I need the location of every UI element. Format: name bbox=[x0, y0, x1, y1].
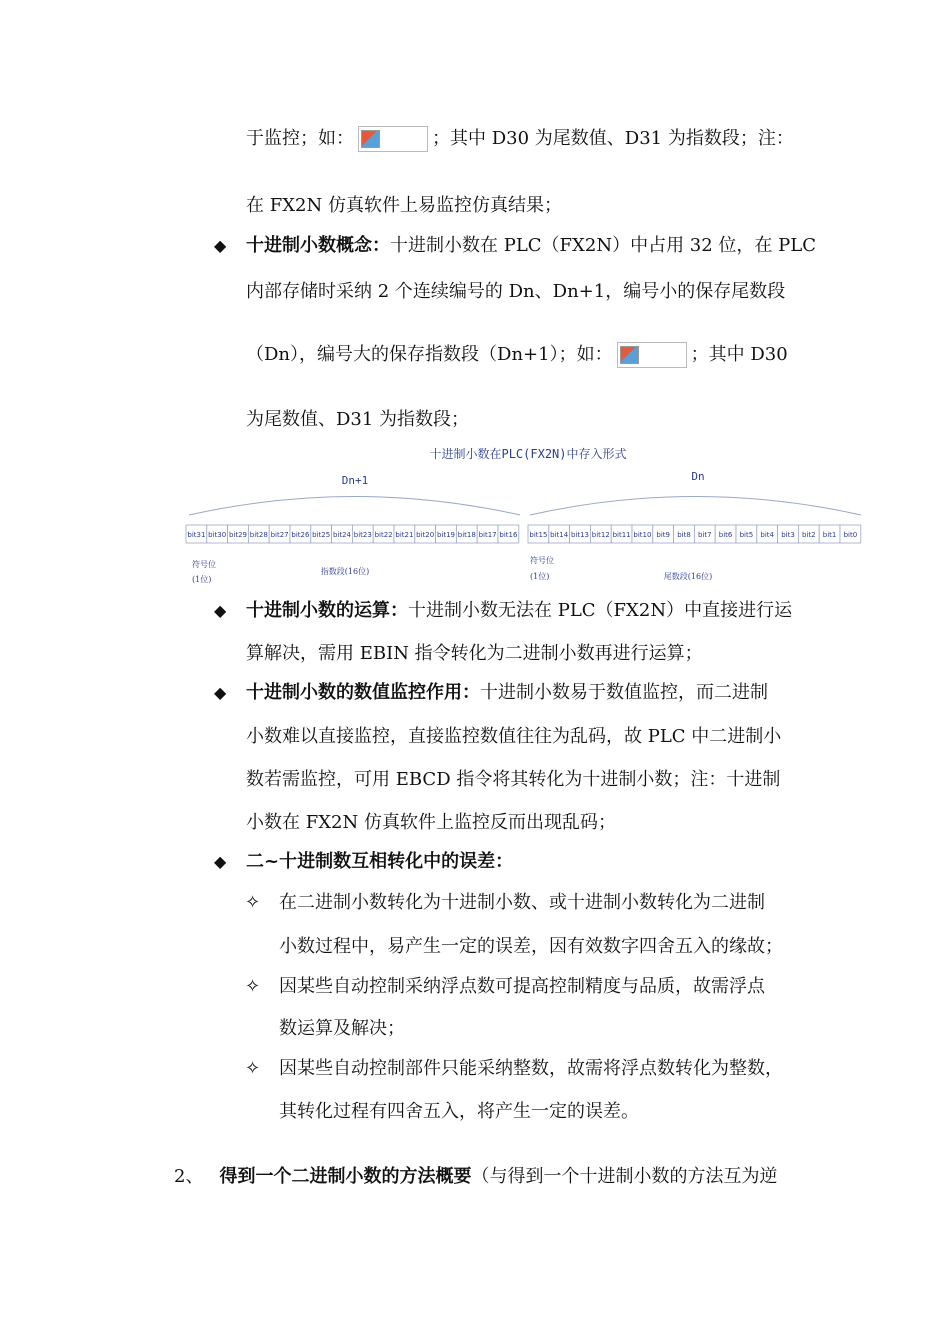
concept-line1 bbox=[246, 234, 816, 258]
concept-line3 bbox=[246, 342, 788, 368]
monitor-title: 十进制小数的数值监控作用： bbox=[246, 682, 480, 703]
left-bit-cells bbox=[186, 525, 519, 543]
para1-line2: 在 FX2N 仿真软件上易监控仿真结果； bbox=[246, 195, 562, 216]
left-sign-bits: (1位) bbox=[192, 575, 212, 584]
concept-line2: 内部存储时采纳 2 个连续编号的 Dn、Dn+1，编号小的保存尾数段 bbox=[246, 281, 786, 302]
right-brace bbox=[530, 497, 861, 516]
right-bit-label: bit1 bbox=[822, 531, 837, 539]
para1-line1-pre: 于监控；如： bbox=[246, 128, 354, 149]
operation-bullet-icon: ◆ bbox=[214, 601, 227, 620]
left-bit-label: bit26 bbox=[291, 531, 310, 539]
left-bit-label: bit27 bbox=[270, 531, 289, 539]
broken-image-icon bbox=[620, 346, 639, 364]
concept-line4: 为尾数值、D31 为指数段； bbox=[246, 409, 470, 430]
operation-line2: 算解决，需用 EBIN 指令转化为二进制小数再进行运算； bbox=[246, 643, 703, 664]
monitor-text1: 十进制小数易于数值监控，而二进制 bbox=[480, 682, 768, 703]
concept-title: 十进制小数概念： bbox=[246, 235, 390, 256]
left-bit-label: bit19 bbox=[436, 531, 456, 539]
right-bit-label: bit4 bbox=[760, 531, 774, 539]
right-bit-label: bit5 bbox=[739, 531, 754, 539]
right-bit-label: bit9 bbox=[656, 531, 670, 539]
left-bit-label: bit28 bbox=[249, 531, 268, 539]
left-bit-label: bit16 bbox=[499, 531, 518, 539]
error-item-3-line1: 因某些自动控制部件只能采纳整数，故需将浮点数转化为整数， bbox=[279, 1058, 783, 1079]
operation-line1 bbox=[246, 599, 792, 623]
right-bit-label: bit12 bbox=[591, 531, 610, 539]
float-storage-diagram bbox=[183, 442, 865, 588]
left-bit-label: bit21 bbox=[395, 531, 414, 539]
para1-line1-post: ；其中 D30 为尾数值、D31 为指数段；注： bbox=[432, 128, 794, 149]
exp-label: 指数段(16位) bbox=[320, 567, 370, 576]
right-bit-label: bit2 bbox=[802, 531, 816, 539]
broken-image-icon bbox=[361, 130, 380, 148]
right-bit-label: bit13 bbox=[570, 531, 590, 539]
error-item-2-line2: 数运算及解决； bbox=[279, 1018, 405, 1039]
error-bullet-icon: ◆ bbox=[214, 852, 227, 871]
error-item-1-bullet-icon: ✧ bbox=[245, 892, 261, 913]
left-bit-label: bit25 bbox=[312, 531, 331, 539]
image-placeholder-icon bbox=[358, 126, 428, 152]
left-bit-label: bit23 bbox=[353, 531, 372, 539]
left-bit-label: bit29 bbox=[228, 531, 248, 539]
section2-number: 2、 bbox=[174, 1166, 204, 1187]
error-item-3-bullet-icon: ✧ bbox=[245, 1058, 261, 1079]
monitor-line4: 小数在 FX2N 仿真软件上监控反而出现乱码； bbox=[246, 812, 616, 833]
left-brace bbox=[189, 497, 520, 516]
mant-label: 尾数段(16位) bbox=[663, 572, 713, 581]
left-bit-label: bit22 bbox=[374, 531, 393, 539]
right-bit-label: bit8 bbox=[677, 531, 691, 539]
monitor-line2: 小数难以直接监控，直接监控数值往往为乱码，故 PLC 中二进制小 bbox=[246, 726, 782, 747]
section2-heading bbox=[174, 1165, 777, 1189]
concept-line3-post: ；其中 D30 bbox=[690, 344, 788, 365]
right-bit-label: bit6 bbox=[718, 531, 733, 539]
monitor-line3: 数若需监控，可用 EBCD 指令将其转化为十进制小数；注：十进制 bbox=[246, 769, 781, 790]
error-item-1-line2: 小数过程中，易产生一定的误差，因有效数字四舍五入的缘故； bbox=[279, 936, 783, 957]
left-bit-label: bit30 bbox=[208, 531, 227, 539]
operation-text1: 十进制小数无法在 PLC（FX2N）中直接进行运 bbox=[408, 600, 793, 621]
concept-text1: 十进制小数在 PLC（FX2N）中占用 32 位，在 PLC bbox=[390, 235, 816, 256]
right-bit-label: bit15 bbox=[529, 531, 548, 539]
monitor-line1 bbox=[246, 681, 768, 705]
right-sign-bits: (1位) bbox=[530, 572, 550, 581]
right-bit-label: bit3 bbox=[781, 531, 795, 539]
para1-line1 bbox=[246, 126, 794, 152]
right-sign-label: 符号位 bbox=[530, 556, 554, 565]
error-item-1-line1: 在二进制小数转化为十进制小数、或十进制小数转化为二进制 bbox=[279, 892, 765, 913]
error-title: 二~十进制数互相转化中的误差： bbox=[246, 851, 514, 872]
section2-rest: （与得到一个十进制小数的方法互为逆 bbox=[471, 1166, 778, 1187]
left-sign-label: 符号位 bbox=[192, 560, 216, 569]
left-bit-label: bit24 bbox=[332, 531, 352, 539]
left-bit-label: bit20 bbox=[416, 531, 435, 539]
diagram-title: 十进制小数在PLC(FX2N)中存入形式 bbox=[429, 447, 627, 461]
concept-bullet-icon: ◆ bbox=[214, 236, 227, 255]
operation-title: 十进制小数的运算： bbox=[246, 600, 408, 621]
right-bit-label: bit0 bbox=[843, 531, 858, 539]
concept-line3-pre: （Dn），编号大的保存指数段（Dn+1）；如： bbox=[246, 344, 613, 365]
right-bit-label: bit11 bbox=[612, 531, 631, 539]
right-bit-label: bit10 bbox=[633, 531, 652, 539]
diagram-left-label: Dn+1 bbox=[341, 474, 369, 487]
left-bit-label: bit18 bbox=[457, 531, 476, 539]
right-bit-label: bit7 bbox=[698, 531, 712, 539]
diagram-right-label: Dn bbox=[691, 470, 705, 483]
right-bit-label: bit14 bbox=[550, 531, 569, 539]
left-bit-label: bit17 bbox=[478, 531, 497, 539]
right-bit-cells bbox=[528, 525, 861, 543]
left-bit-label: bit31 bbox=[187, 531, 206, 539]
section2-title: 得到一个二进制小数的方法概要 bbox=[219, 1166, 472, 1187]
error-item-2-bullet-icon: ✧ bbox=[245, 976, 261, 997]
image-placeholder-icon bbox=[617, 342, 687, 368]
monitor-bullet-icon: ◆ bbox=[214, 683, 227, 702]
error-item-2-line1: 因某些自动控制采纳浮点数可提高控制精度与品质，故需浮点 bbox=[279, 976, 765, 997]
error-item-3-line2: 其转化过程有四舍五入，将产生一定的误差。 bbox=[279, 1101, 639, 1122]
